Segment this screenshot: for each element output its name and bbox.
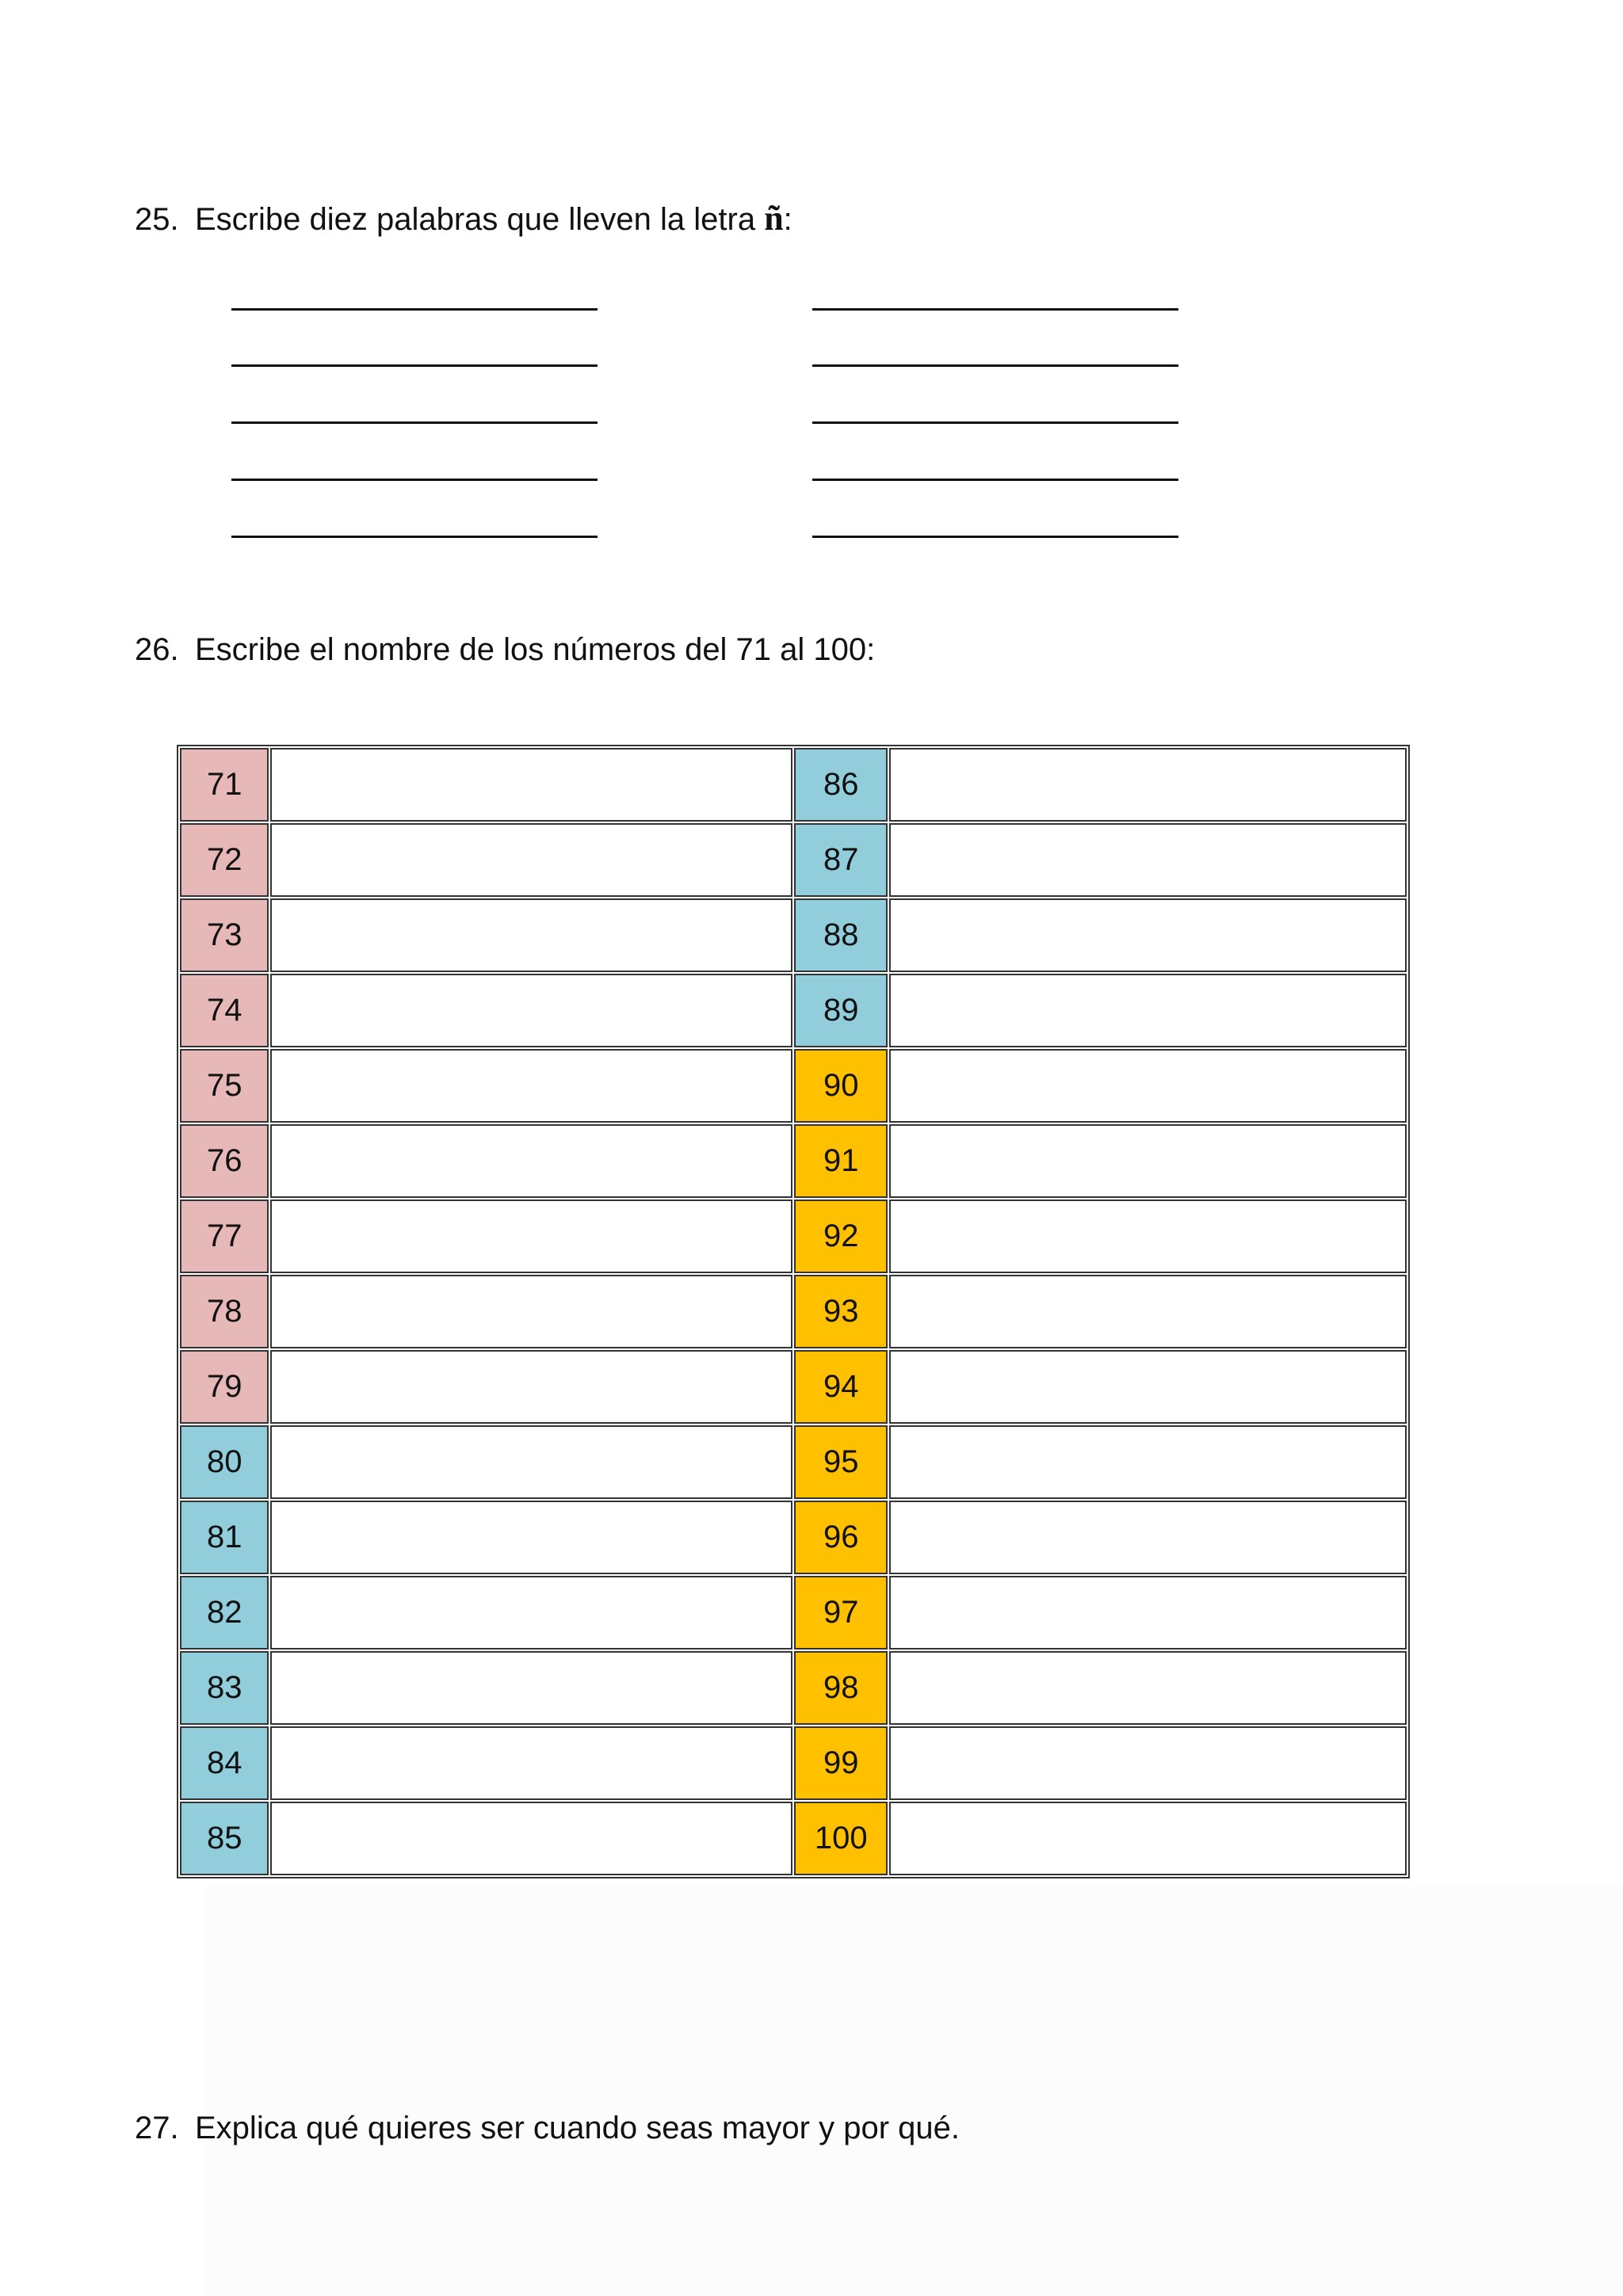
number-name-answer-cell[interactable] [270,1199,792,1273]
answer-line[interactable] [812,479,1178,481]
number-cell: 89 [794,974,888,1047]
question-27 [135,2111,960,2146]
number-name-answer-cell[interactable] [889,1124,1407,1198]
number-name-answer-cell[interactable] [270,1576,792,1650]
number-name-answer-cell[interactable] [270,1124,792,1198]
number-name-answer-cell[interactable] [889,898,1407,972]
number-name-answer-cell[interactable] [270,898,792,972]
number-cell: 85 [180,1802,269,1875]
answer-line[interactable] [812,536,1178,538]
number-name-answer-cell[interactable] [889,1350,1407,1424]
number-cell: 100 [794,1802,888,1875]
table-row [180,1350,1407,1424]
table-row [180,1651,1407,1725]
table-row [180,1275,1407,1348]
number-cell: 76 [180,1124,269,1198]
number-cell: 92 [794,1199,888,1273]
number-cell: 94 [794,1350,888,1424]
number-cell: 97 [794,1576,888,1650]
number-cell: 96 [794,1501,888,1574]
answer-line[interactable] [812,421,1178,424]
table-row [180,898,1407,972]
table-row [180,1576,1407,1650]
table-row [180,1501,1407,1574]
question-text: Explica qué quieres ser cuando seas mayor y por qué. [195,2111,960,2145]
table-row [180,1199,1407,1273]
number-cell: 90 [794,1049,888,1123]
number-cell: 98 [794,1651,888,1725]
question-number: 26. [135,632,179,667]
number-cell: 99 [794,1726,888,1800]
table-row [180,1726,1407,1800]
numbers-table-body [180,748,1407,1875]
table-row [180,974,1407,1047]
question-number: 25. [135,202,179,237]
number-name-answer-cell[interactable] [889,1726,1407,1800]
number-cell: 73 [180,898,269,972]
number-name-answer-cell[interactable] [889,974,1407,1047]
number-name-answer-cell[interactable] [270,1726,792,1800]
number-name-answer-cell[interactable] [270,1802,792,1875]
answer-line[interactable] [231,536,598,538]
answer-line[interactable] [812,364,1178,367]
number-name-answer-cell[interactable] [889,1049,1407,1123]
number-cell: 72 [180,823,269,897]
question-text: Escribe diez palabras que lleven la letra [195,202,765,237]
number-cell: 77 [180,1199,269,1273]
table-row [180,1049,1407,1123]
number-cell: 81 [180,1501,269,1574]
number-cell: 78 [180,1275,269,1348]
number-cell: 74 [180,974,269,1047]
number-cell: 79 [180,1350,269,1424]
number-name-answer-cell[interactable] [889,1199,1407,1273]
number-name-answer-cell[interactable] [889,1275,1407,1348]
question-25 [135,198,792,238]
table-row [180,1124,1407,1198]
number-cell: 75 [180,1049,269,1123]
number-name-answer-cell[interactable] [889,1425,1407,1499]
highlighted-letter: ñ [764,199,784,238]
number-name-answer-cell[interactable] [889,1576,1407,1650]
table-row [180,823,1407,897]
table-row [180,1802,1407,1875]
answer-line[interactable] [231,479,598,481]
number-name-answer-cell[interactable] [889,1651,1407,1725]
number-cell: 80 [180,1425,269,1499]
number-cell: 95 [794,1425,888,1499]
number-name-answer-cell[interactable] [889,1802,1407,1875]
number-name-answer-cell[interactable] [270,823,792,897]
table-row [180,748,1407,822]
number-name-answer-cell[interactable] [270,1049,792,1123]
number-name-answer-cell[interactable] [270,748,792,822]
number-cell: 93 [794,1275,888,1348]
number-name-answer-cell[interactable] [270,1275,792,1348]
question-26 [135,632,875,668]
number-cell: 82 [180,1576,269,1650]
number-cell: 87 [794,823,888,897]
number-name-answer-cell[interactable] [270,1651,792,1725]
page-shading [204,1886,1623,2296]
number-name-answer-cell[interactable] [270,1350,792,1424]
number-cell: 71 [180,748,269,822]
answer-line[interactable] [231,308,598,311]
number-cell: 91 [794,1124,888,1198]
number-name-answer-cell[interactable] [889,823,1407,897]
number-cell: 83 [180,1651,269,1725]
table-row [180,1425,1407,1499]
number-name-answer-cell[interactable] [270,1425,792,1499]
answer-line[interactable] [812,308,1178,311]
number-name-answer-cell[interactable] [889,1501,1407,1574]
question-number: 27. [135,2111,179,2145]
numbers-table [177,745,1410,1878]
answer-line[interactable] [231,364,598,367]
answer-line[interactable] [231,421,598,424]
number-name-answer-cell[interactable] [270,974,792,1047]
number-name-answer-cell[interactable] [889,748,1407,822]
number-cell: 84 [180,1726,269,1800]
number-cell: 88 [794,898,888,972]
number-name-answer-cell[interactable] [270,1501,792,1574]
question-text: Escribe el nombre de los números del 71 al 100: [195,632,876,667]
question-text-end: : [783,202,792,237]
number-cell: 86 [794,748,888,822]
